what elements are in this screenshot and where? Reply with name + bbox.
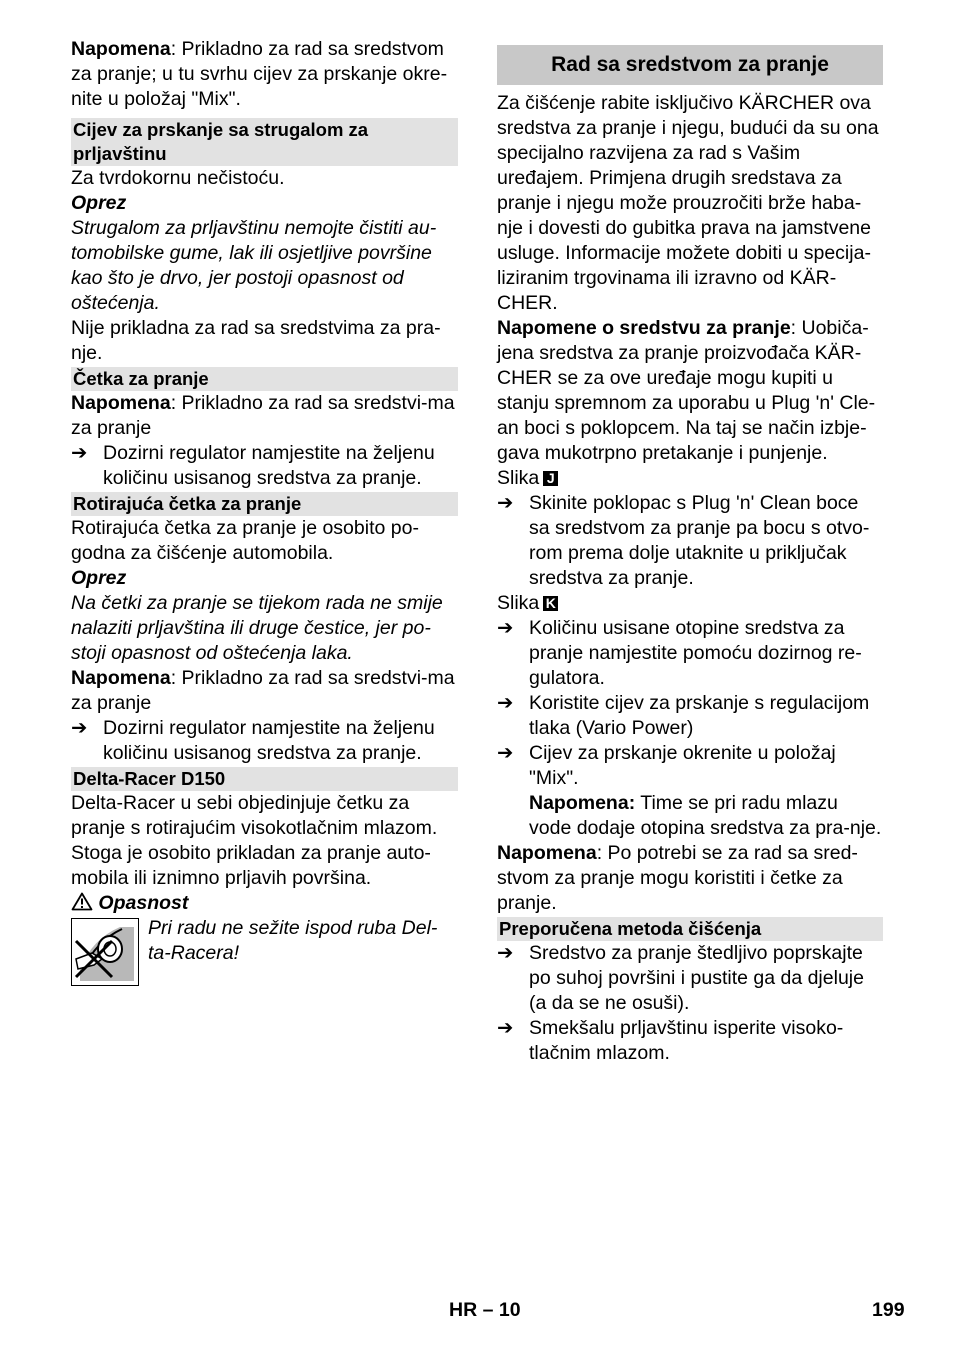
note: Napomena: Prikladno za rad sa sredstvi-ma za pranje	[71, 667, 455, 714]
note: Napomena: Prikladno za rad sa sredstvi-ma za pranje	[71, 392, 455, 439]
subsection-title: Preporučena metoda čišćenja	[497, 917, 883, 941]
arrow-right-icon: ➔	[71, 717, 88, 739]
subsection-title: Cijev za prskanje sa strugalom za prljavštinu	[71, 118, 458, 166]
caution-label: Oprez	[71, 567, 127, 589]
danger-block	[71, 916, 458, 986]
arrow-right-icon: ➔	[497, 617, 514, 639]
figure-letter-badge: K	[543, 596, 558, 611]
step-item: ➔ Cijev za prskanje okrenite u položaj "Mix".	[497, 742, 836, 789]
arrow-right-icon: ➔	[497, 692, 514, 714]
danger-heading: Opasnost	[71, 891, 458, 916]
hand-under-brush-icon	[71, 918, 139, 986]
step-item: ➔ Dozirni regulator namjestite na željenu količinu usisanog sredstva za pranje.	[71, 717, 435, 764]
paragraph: Za čišćenje rabite isključivo KÄRCHER ova sredstva za pranje i njegu, budući da su ona specijalno razvijena za rad s Vašim uređajem. Primjena drugih sredstava za pranje i njegu može prouzročiti brže haba-nje i dovesti do gubitka prava na jamstvene usluge. Informacije možete dobiti u specija-liziranim trgovinama ili izravno od KÄR-CHER.	[497, 92, 879, 314]
step-item: ➔ Koristite cijev za prskanje s regulacijom tlaka (Vario Power)	[497, 692, 870, 739]
warning-triangle-icon	[71, 892, 93, 911]
step-item: ➔ Dozirni regulator namjestite na željenu količinu usisanog sredstva za pranje.	[71, 442, 435, 489]
caution-text: Na četki za pranje se tijekom rada ne smije nalaziti prljavština ili druge čestice, jer po-stoji opasnost od oštećenja laka.	[71, 592, 443, 664]
page-number: 199	[872, 1299, 905, 1321]
left-column	[71, 37, 458, 986]
note: Napomene o sredstvu za pranje: Uobiča-jena sredstva za pranje proizvođača KÄR-CHER se za ove uređaje mogu kupiti u stanju spremnom za uporabu u Plug 'n' Cle-an boci s poklopcem. Na taj se način izbje-gava mukotrpno pretakanje i punjenje.	[497, 317, 876, 464]
subsection-title: Četka za pranje	[71, 367, 458, 391]
paragraph: Delta-Racer u sebi objedinjuje četku za pranje s rotirajućim visokotlačnim mlazom. Stoga je osobito prikladan za pranje auto-mobila ili iznimno prljavih površina.	[71, 792, 438, 889]
step-item: ➔ Skinite poklopac s Plug 'n' Clean boce sa sredstvom za pranje pa bocu s otvo-rom prema dolje utaknite u priključak sredstva za pranje.	[497, 492, 870, 589]
step-note: Napomena: Time se pri radu mlazu vode dodaje otopina sredstva za pra-nje.	[529, 792, 882, 839]
intro-note: Napomena: Prikladno za rad sa sredstvom za pranje; u tu svrhu cijev za prskanje okre-nite u položaj "Mix".	[71, 38, 448, 110]
paragraph: Za tvrdokornu nečistoću.	[71, 167, 285, 189]
section-code: HR – 10	[449, 1299, 521, 1321]
subsection-title: Rotirajuća četka za pranje	[71, 492, 458, 516]
arrow-right-icon: ➔	[71, 442, 88, 464]
arrow-right-icon: ➔	[497, 492, 514, 514]
figure-letter-badge: J	[543, 471, 558, 486]
step-item: ➔ Smekšalu prljavštinu isperite visoko-tlačnim mlazom.	[497, 1017, 844, 1064]
subsection-title: Delta-Racer D150	[71, 767, 458, 791]
caution-text: Strugalom za prljavštinu nemojte čistiti au-tomobilske gume, lak ili osjetljive površine kao što je drvo, jer postoji opasnost od oštećenja.	[71, 217, 437, 314]
step-item: ➔ Količinu usisane otopine sredstva za pranje namjestite pomoću dozirnog re-gulatora.	[497, 617, 862, 689]
paragraph: Rotirajuća četka za pranje je osobito po-godna za čišćenje automobila.	[71, 517, 419, 564]
paragraph: Nije prikladna za rad sa sredstvima za pra-nje.	[71, 317, 441, 364]
arrow-right-icon: ➔	[497, 942, 514, 964]
arrow-right-icon: ➔	[497, 1017, 514, 1039]
caution-label: Oprez	[71, 192, 127, 214]
figure-ref: Slika K	[497, 591, 883, 616]
arrow-right-icon: ➔	[497, 742, 514, 764]
figure-ref: Slika J	[497, 466, 883, 491]
danger-text: Pri radu ne sežite ispod ruba Del-ta-Racera!	[148, 917, 438, 964]
note: Napomena: Po potrebi se za rad sa sred-stvom za pranje mogu koristiti i četke za pranje.	[497, 842, 858, 914]
right-column	[497, 37, 883, 1066]
step-item: ➔ Sredstvo za pranje štedljivo poprskajte po suhoj površini i pustite ga da djeluje (a da se ne osuši).	[497, 942, 864, 1014]
section-title: Rad sa sredstvom za pranje	[497, 45, 883, 85]
